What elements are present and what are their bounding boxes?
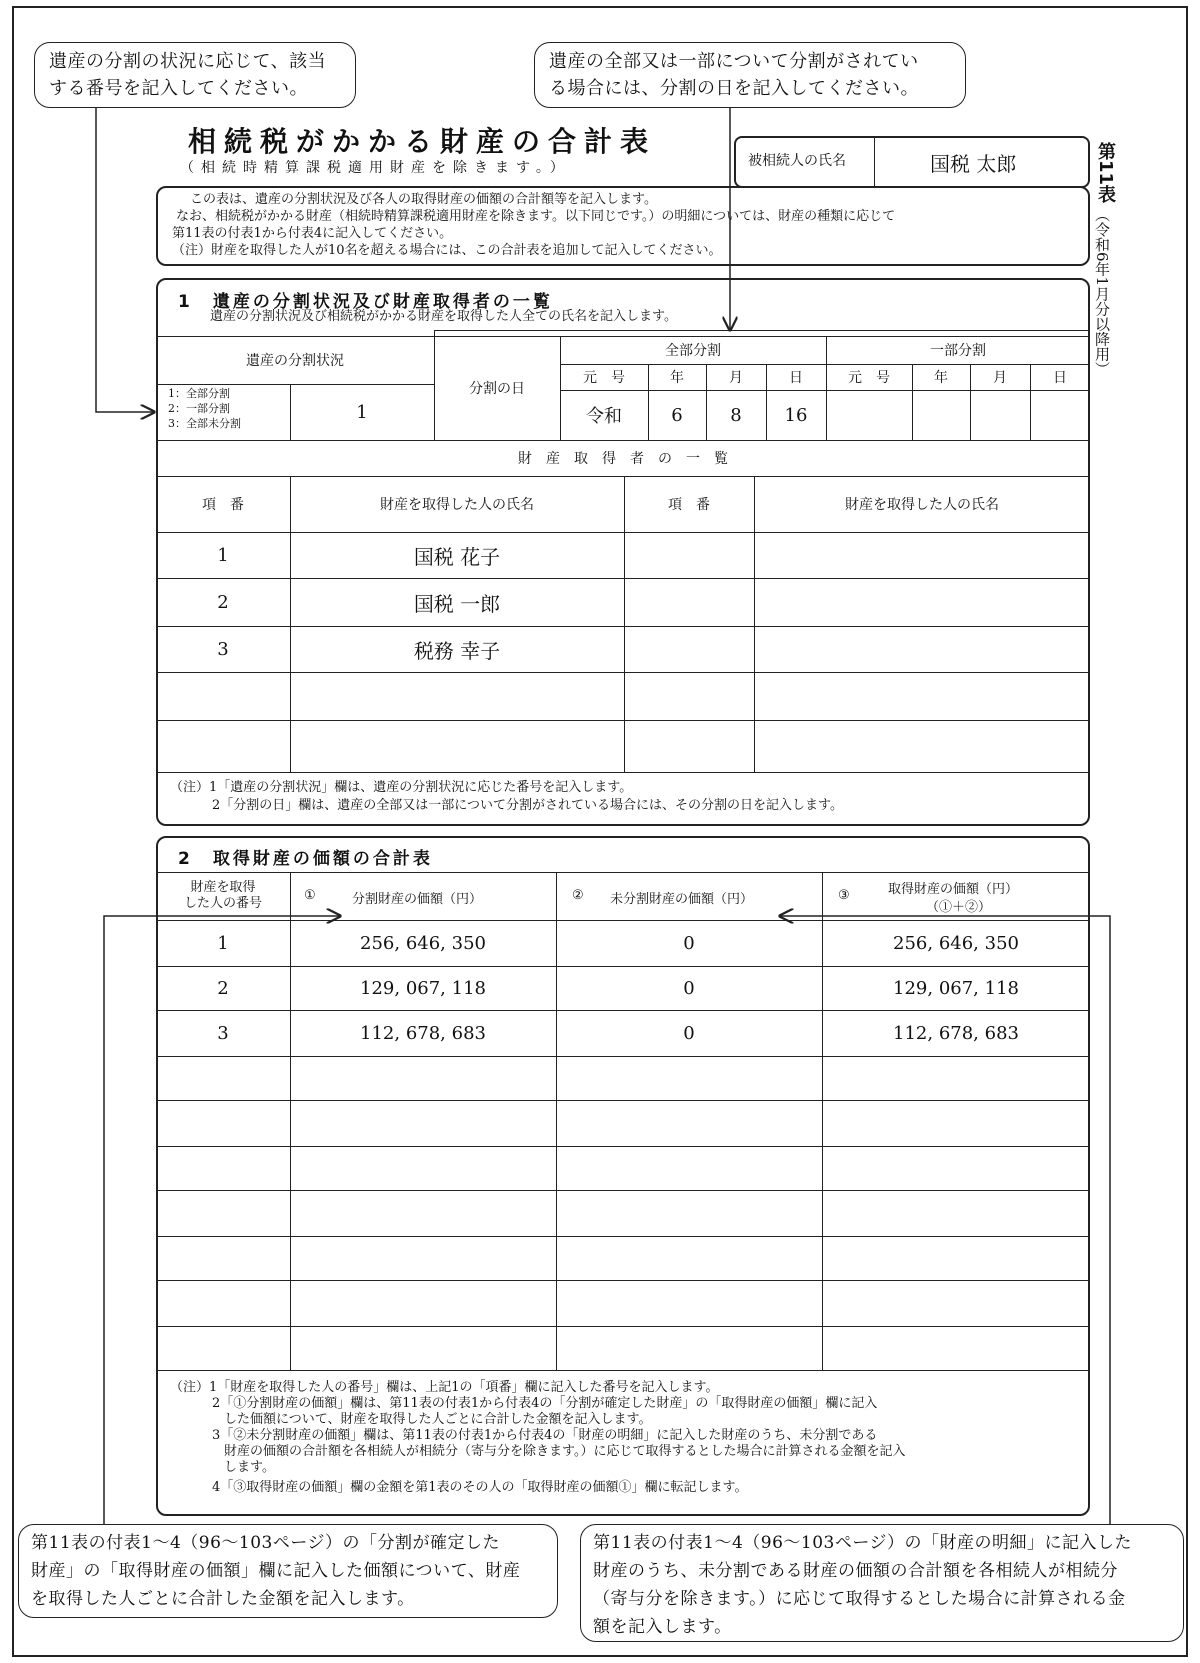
- status-option-3: 3：全部未分割: [168, 417, 241, 430]
- full-division-header: 全部分割: [665, 343, 721, 359]
- side-label: [1092, 142, 1120, 376]
- divided-value-header: [290, 872, 556, 920]
- full-day-value[interactable]: 16: [784, 404, 808, 426]
- section2-note-3: 3「②未分割財産の価額」欄は、第11表の付表1から付表4の「財産の明細」に記入した財産のうち、未分割である: [212, 1428, 878, 1443]
- acquirer-name-header-left: 財産を取得した人の氏名: [380, 497, 534, 513]
- status-value[interactable]: 1: [356, 401, 368, 423]
- value-row-2-no: 2: [217, 977, 229, 999]
- person-number-header: [156, 872, 290, 920]
- section1-note-1: （注）1「遺産の分割状況」欄は、遺産の分割状況に応じた番号を記入します。: [170, 780, 633, 795]
- value-row-1-no: 1: [217, 932, 229, 954]
- date-header: 分割の日: [469, 381, 525, 397]
- value-row-1-total[interactable]: 256, 646, 350: [893, 932, 1019, 954]
- full-month-header: 月: [729, 370, 743, 386]
- acquirer-row-3-name[interactable]: 税務 幸子: [413, 638, 501, 663]
- acquirer-row-2-name[interactable]: 国税 一郎: [413, 591, 501, 616]
- value-row-3-undivided[interactable]: 0: [683, 1022, 695, 1044]
- section2-note-4: 4「③取得財産の価額」欄の金額を第1表のその人の「取得財産の価額①」欄に転記します。: [212, 1480, 748, 1495]
- acquirer-list-title: 財 産 取 得 者 の 一 覧: [518, 451, 728, 467]
- section2-note-2b: した価額について、財産を取得した人ごとに合計した金額を記入します。: [224, 1412, 652, 1427]
- acquirer-row-1-no: 1: [217, 544, 229, 566]
- person-number-header-line-2: した人の番号: [183, 896, 262, 911]
- value-row-3-divided[interactable]: 112, 678, 683: [360, 1022, 486, 1044]
- intro-line-2: なお、相続税がかかる財産（相続時精算課税適用財産を除きます。以下同じです。）の明細については、財産の種類に応じて: [176, 209, 896, 224]
- acquirer-name-header-right: 財産を取得した人の氏名: [845, 497, 999, 513]
- partial-division-header: 一部分割: [930, 343, 986, 359]
- status-header: 遺産の分割状況: [246, 353, 344, 369]
- acquirer-row-3-no: 3: [217, 638, 229, 660]
- partial-era-header: 元 号: [848, 370, 890, 386]
- form-subtitle: （相続時精算課税適用財産を除きます。）: [180, 160, 571, 176]
- callout-undivided-value: 第11表の付表1～4（96～103ページ）の「財産の明細」に記入した 財産のうち、未分割である財産の価額の合計額を各相続人が相続分 （寄与分を除きます。）に応じて取得するとした場合に計算される金 額を記入します。: [580, 1524, 1184, 1642]
- total-label-line-2: （①＋②）: [926, 900, 992, 915]
- section2-note-2: 2「①分割財産の価額」欄は、第11表の付表1から付表4の「分割が確定した財産」の「取得財産の価額」欄に記入: [212, 1396, 878, 1411]
- section2-note-3c: します。: [224, 1460, 275, 1475]
- value-row-2-undivided[interactable]: 0: [683, 977, 695, 999]
- status-options: [168, 386, 288, 431]
- side-label-sub: （令和6年1月分以降用）: [1093, 207, 1111, 377]
- acquirer-no-header-right: 項 番: [668, 497, 710, 513]
- value-row-1-undivided[interactable]: 0: [683, 932, 695, 954]
- acquirer-row-2-no: 2: [217, 591, 229, 613]
- intro-line-4: （注）財産を取得した人が10名を超える場合には、この合計表を追加して記入してください。: [172, 243, 722, 258]
- value-row-2-divided[interactable]: 129, 067, 118: [360, 977, 486, 999]
- undivided-label: 未分割財産の価額（円）: [610, 892, 754, 907]
- callout-divided-value: 第11表の付表1～4（96～103ページ）の「分割が確定した 財産」の「取得財産の価額」欄に記入した価額について、財産 を取得した人ごとに合計した金額を記入します。: [18, 1524, 558, 1618]
- full-era-header: 元 号: [583, 370, 625, 386]
- acquirer-no-header-left: 項 番: [202, 497, 244, 513]
- value-row-2-total[interactable]: 129, 067, 118: [893, 977, 1019, 999]
- divided-label: 分割財産の価額（円）: [352, 892, 483, 907]
- full-year-value[interactable]: 6: [671, 404, 683, 426]
- value-row-1-divided[interactable]: 256, 646, 350: [360, 932, 486, 954]
- intro-line-3: 第11表の付表1から付表4に記入してください。: [172, 226, 453, 241]
- form-title: 相続税がかかる財産の合計表: [188, 125, 657, 158]
- side-label-main: 第11表: [1095, 142, 1116, 204]
- full-era-value[interactable]: 令和: [586, 406, 622, 427]
- partial-year-header: 年: [934, 370, 948, 386]
- section1-heading: 1 遺産の分割状況及び財産取得者の一覧: [178, 292, 553, 312]
- value-row-3-no: 3: [217, 1022, 229, 1044]
- full-month-value[interactable]: 8: [730, 404, 742, 426]
- total-value-header: [822, 872, 1090, 920]
- section2-heading: 2 取得財産の価額の合計表: [178, 849, 433, 869]
- full-year-header: 年: [670, 370, 684, 386]
- section2-note-3b: 財産の価額の合計額を各相続人が相続分（寄与分を除きます。）に応じて取得するとした場合に計算される金額を記入: [224, 1444, 906, 1459]
- total-mark: ③: [838, 888, 850, 903]
- section1-note-2: 2「分割の日」欄は、遺産の全部又は一部について分割がされている場合には、その分割の日を記入します。: [212, 798, 843, 813]
- partial-day-header: 日: [1053, 370, 1067, 386]
- callout-division-date: 遺産の全部又は一部について分割がされてい る場合には、分割の日を記入してください。: [534, 42, 966, 108]
- acquirer-row-1-name[interactable]: 国税 花子: [413, 544, 501, 569]
- value-row-3-total[interactable]: 112, 678, 683: [893, 1022, 1019, 1044]
- decedent-label: 被相続人の氏名: [748, 153, 846, 169]
- callout-division-status: 遺産の分割の状況に応じて、該当 する番号を記入してください。: [34, 42, 356, 108]
- decedent-name[interactable]: 国税 太郎: [930, 152, 1017, 176]
- total-label-line-1: 取得財産の価額（円）: [888, 882, 1019, 897]
- section1-subheading: 遺産の分割状況及び相続税がかかる財産を取得した人全ての氏名を記入します。: [210, 309, 677, 324]
- divided-mark: ①: [304, 888, 316, 903]
- partial-month-header: 月: [993, 370, 1007, 386]
- status-option-2: 2：一部分割: [168, 402, 230, 415]
- undivided-value-header: [556, 872, 822, 920]
- status-option-1: 1：全部分割: [168, 387, 230, 400]
- full-day-header: 日: [789, 370, 803, 386]
- intro-line-1: この表は、遺産の分割状況及び各人の取得財産の価額の合計額等を記入します。: [190, 192, 657, 207]
- section2-note-1: （注）1「財産を取得した人の番号」欄は、上記1の「項番」欄に記入した番号を記入します。: [170, 1380, 719, 1395]
- person-number-header-line-1: 財産を取得: [190, 880, 256, 895]
- undivided-mark: ②: [572, 888, 584, 903]
